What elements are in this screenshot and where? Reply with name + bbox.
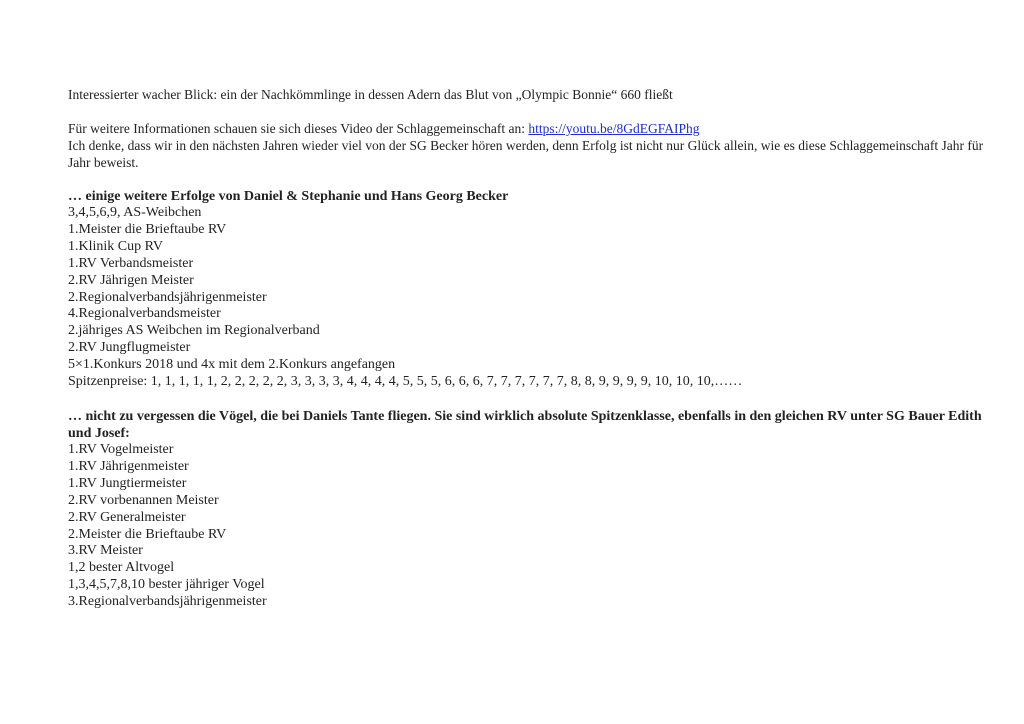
list-item: 3,4,5,6,9, AS-Weibchen <box>68 205 202 220</box>
section2-list <box>68 442 1008 611</box>
list-item: 2.RV Jungflugmeister <box>68 340 191 356</box>
video-prefix-text: Für weitere Informationen schauen sie sich dieses Video der Schlaggemeinschaft an: <box>68 121 529 136</box>
video-link[interactable]: https://youtu.be/8GdEGFAIPhg <box>528 121 700 136</box>
list-item: 3.RV Meister <box>68 543 143 559</box>
list-item: 1.RV Verbandsmeister <box>68 255 194 271</box>
list-item: 1.Meister die Brieftaube RV <box>68 221 227 237</box>
list-item: 2.Meister die Brieftaube RV <box>68 526 227 542</box>
list-item: 3.Regionalverbandsjährigenmeister <box>68 594 267 610</box>
video-paragraph <box>68 120 1008 137</box>
image-caption: Interessierter wacher Blick: ein der Nachkömmlinge in dessen Adern das Blut von „Olympic Bonnie“ 660 fließt <box>68 87 673 102</box>
list-item: 1,2 bester Altvogel <box>68 560 175 576</box>
list-item: 1.Klinik Cup RV <box>68 238 163 254</box>
list-item: 2.RV Generalmeister <box>68 509 186 525</box>
list-item: 2.RV vorbenannen Meister <box>68 492 219 508</box>
list-item: 1.RV Vogelmeister <box>68 441 174 457</box>
spacer <box>68 391 1008 408</box>
list-item: 5×1.Konkurs 2018 und 4x mit dem 2.Konkurs angefangen <box>68 357 396 373</box>
list-item: Spitzenpreise: 1, 1, 1, 1, 1, 2, 2, 2, 2, 2, 3, 3, 3, 3, 4, 4, 4, 4, 5, 5, 5, 6, 6, 6, 7, 7, 7, 7, 7, 7, 8, 8, 9, 9, 9, 9, 10, 10, 10,…… <box>68 374 743 390</box>
list-item: 1.RV Jährigenmeister <box>68 458 189 474</box>
document-page <box>68 86 1008 611</box>
spacer <box>68 171 1008 188</box>
list-item: 2.Regionalverbandsjährigenmeister <box>68 289 267 305</box>
section1-list <box>68 205 1008 391</box>
section2-heading: … nicht zu vergessen die Vögel, die bei Daniels Tante fliegen. Sie sind wirklich absolute Spitzenklasse, ebenfalls in den gleichen RV unter SG Bauer Edith und Josef: <box>68 408 982 441</box>
list-item: 4.Regionalverbandsmeister <box>68 306 221 322</box>
list-item: 1.RV Jungtiermeister <box>68 475 187 491</box>
spacer <box>68 103 1008 120</box>
section1-heading: … einige weitere Erfolge von Daniel & Stephanie und Hans Georg Becker <box>68 189 509 204</box>
list-item: 2.jähriges AS Weibchen im Regionalverband <box>68 323 320 339</box>
closing-paragraph: Ich denke, dass wir in den nächsten Jahren wieder viel von der SG Becker hören werden, denn Erfolg ist nicht nur Glück allein, wie es diese Schlaggemeinschaft Jahr für Jahr beweist. <box>68 138 984 170</box>
list-item: 2.RV Jährigen Meister <box>68 272 194 288</box>
list-item: 1,3,4,5,7,8,10 bester jähriger Vogel <box>68 577 265 593</box>
